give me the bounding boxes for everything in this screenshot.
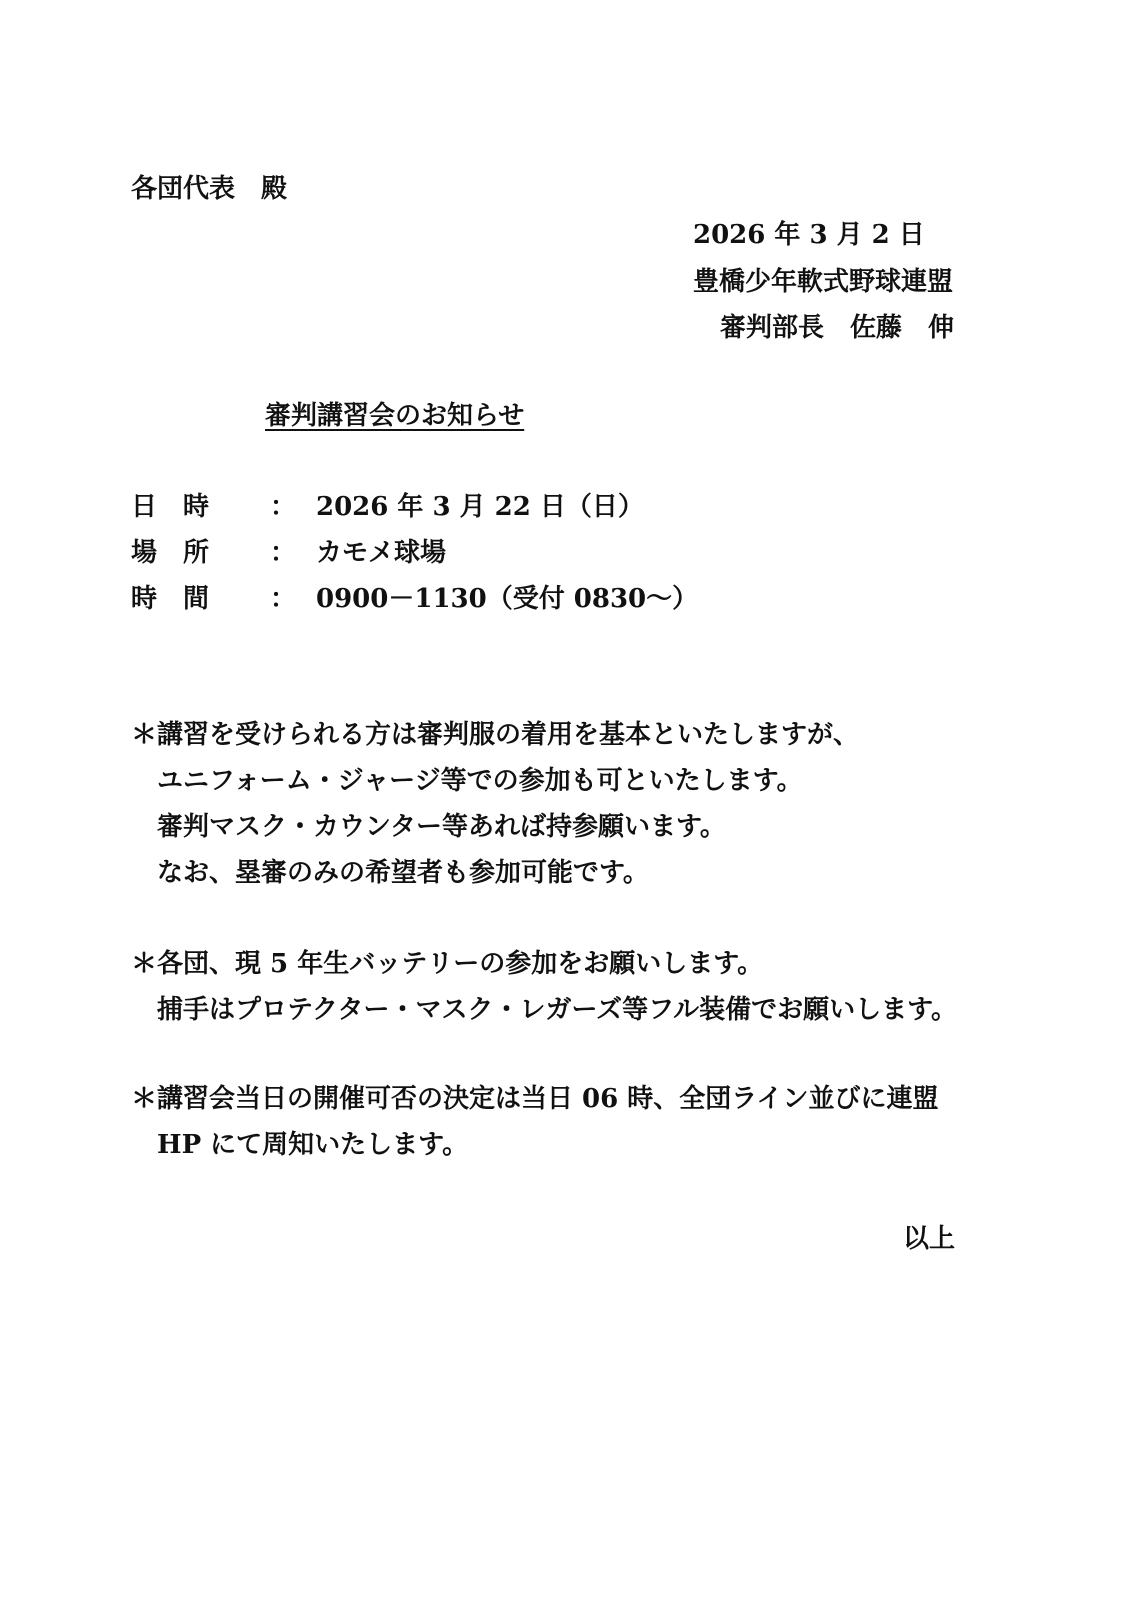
- note-1-line: 審判マスク・カウンター等あれば持参願います。: [157, 812, 726, 842]
- issue-date: 2026 年 3 月 2 日: [693, 220, 925, 250]
- document-title: 審判講習会のお知らせ: [265, 401, 525, 431]
- note-2-line: ＊各団、現 5 年生バッテリーの参加をお願いします。: [131, 949, 764, 979]
- note-1-line: なお、塁審のみの希望者も参加可能です。: [157, 858, 649, 888]
- addressee: 各団代表 殿: [131, 174, 288, 204]
- detail-value-datetime: 2026 年 3 月 22 日（日）: [316, 492, 644, 522]
- note-1-line: ユニフォーム・ジャージ等での参加も可といたします。: [157, 766, 803, 796]
- closing-mark: 以上: [903, 1224, 956, 1254]
- note-3-line: ＊講習会当日の開催可否の決定は当日 06 時、全団ライン並びに連盟: [131, 1084, 939, 1114]
- detail-colon: ：: [270, 584, 297, 614]
- note-1-line: ＊講習を受けられる方は審判服の着用を基本といたしますが、: [131, 720, 860, 750]
- detail-value-time: 0900－1130（受付 0830～）: [316, 584, 699, 614]
- signatory: 審判部長 佐藤 伸: [720, 313, 955, 343]
- note-3-line: HP にて周知いたします。: [157, 1130, 469, 1160]
- detail-label-time: 時 間: [131, 584, 210, 614]
- organization-name: 豊橋少年軟式野球連盟: [693, 267, 954, 297]
- detail-colon: ：: [270, 538, 297, 568]
- detail-label-venue: 場 所: [131, 538, 210, 568]
- detail-colon: ：: [270, 492, 297, 522]
- detail-value-venue: カモメ球場: [316, 538, 447, 568]
- note-2-line: 捕手はプロテクター・マスク・レガーズ等フル装備でお願いします。: [157, 995, 958, 1025]
- detail-label-datetime: 日 時: [131, 492, 210, 522]
